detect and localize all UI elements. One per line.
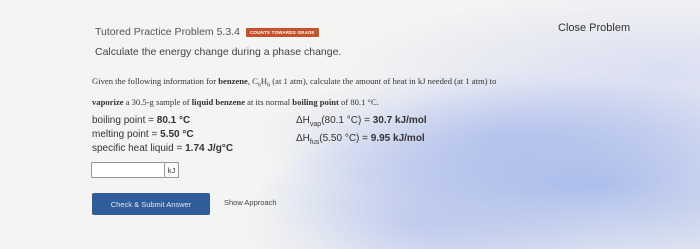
enthalpy-fus-line (296, 132, 427, 150)
enthalpy-vap-line (296, 114, 427, 132)
question-compound: benzene (218, 76, 248, 86)
question-bp-word: boiling point (292, 96, 339, 107)
title-row (95, 26, 341, 38)
question-part: of 80.1 °C. (338, 96, 379, 107)
answer-input[interactable] (91, 162, 165, 178)
enthalpy-fus-arg: (5.50 °C) = (319, 133, 371, 144)
question-part: H (260, 76, 268, 86)
check-submit-button[interactable]: Check & Submit Answer (92, 193, 210, 215)
question-part: Given the following information for (92, 76, 219, 86)
data-left-column (92, 114, 233, 156)
enthalpy-vap-arg: (80.1 °C) = (321, 115, 373, 126)
question-subscript: 6 (267, 82, 271, 89)
answer-row (91, 162, 179, 178)
show-approach-button[interactable]: Show Approach (224, 198, 277, 207)
question-phase: liquid benzene (191, 96, 246, 107)
enthalpy-fus-prefix: ΔH (296, 133, 310, 144)
data-right-column (296, 114, 427, 150)
specific-heat-line (92, 142, 233, 156)
question-part: a 30.5-g sample of (123, 96, 192, 107)
answer-unit: kJ (165, 162, 179, 178)
question-verb: vaporize (92, 96, 124, 107)
enthalpy-vap-sub: vap (309, 121, 322, 128)
boiling-point-value: 80.1 °C (156, 115, 191, 126)
specific-heat-label: specific heat liquid = (92, 143, 186, 154)
boiling-point-line (92, 114, 233, 128)
grade-badge: COUNTS TOWARDS GRADE (246, 28, 319, 37)
melting-point-value: 5.50 °C (160, 129, 194, 140)
melting-point-line (92, 128, 233, 142)
question-subscript: 6 (257, 82, 261, 89)
problem-title: Tutored Practice Problem 5.3.4 (95, 26, 240, 38)
melting-point-label: melting point = (92, 129, 161, 140)
question-text (92, 73, 612, 110)
problem-header (95, 26, 341, 58)
close-problem-button[interactable]: Close Problem (558, 22, 631, 34)
enthalpy-fus-sub: fus (309, 139, 320, 146)
enthalpy-fus-value: 9.95 kJ/mol (370, 133, 425, 144)
boiling-point-label: boiling point = (92, 115, 157, 126)
specific-heat-value: 1.74 J/g°C (185, 143, 234, 154)
question-part: (at 1 atm), calculate the amount of heat in kJ needed (at 1 atm) to (270, 76, 497, 86)
enthalpy-vap-prefix: ΔH (296, 115, 310, 126)
question-part: , C (247, 76, 258, 86)
question-part: at its normal (245, 96, 293, 107)
enthalpy-vap-value: 30.7 kJ/mol (372, 115, 427, 126)
problem-subtitle: Calculate the energy change during a phase change. (95, 46, 342, 58)
